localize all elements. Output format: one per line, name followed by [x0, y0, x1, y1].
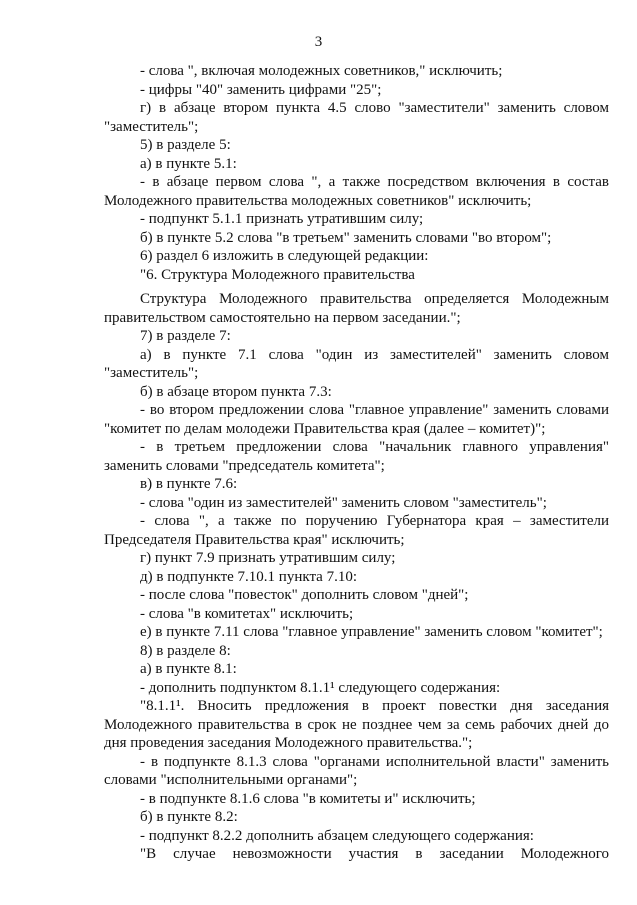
paragraph: - в абзаце первом слова ", а также посредством включения в состав Молодежного правительства молодежных советников" исключить; — [104, 174, 609, 209]
paragraph: а) в пункте 7.1 слова "один из заместителей" заменить словом "заместитель"; — [104, 346, 609, 381]
paragraph: 6) раздел 6 изложить в следующей редакции: — [140, 248, 429, 264]
paragraph: г) пункт 7.9 признать утратившим силу; — [140, 550, 396, 566]
paragraph: - подпункт 8.2.2 дополнить абзацем следующего содержания: — [140, 827, 534, 844]
paragraph: - после слова "повесток" дополнить словом "дней"; — [140, 587, 469, 603]
paragraph: - во втором предложении слова "главное управление" заменить словами "комитет по делам молодежи Правительства края (далее – комитет)"; — [104, 402, 609, 437]
paragraph: - в подпункте 8.1.3 слова "органами исполнительной власти" заменить словами "исполнительными органами"; — [104, 753, 609, 788]
paragraph: "В случае невозможности участия в заседании Молодежного — [140, 846, 609, 862]
paragraph: - слова ", включая молодежных советников," исключить; — [140, 63, 503, 79]
paragraph: Структура Молодежного правительства определяется Молодежным правительством самостоятельно на первом заседании."; — [104, 291, 609, 326]
paragraph: 8) в разделе 8: — [140, 642, 231, 659]
page-number: 3 — [314, 34, 323, 50]
paragraph: "8.1.1¹. Вносить предложения в проект повестки дня заседания Молодежного правительства в срок не позднее чем за семь рабочих дней до дня проведения заседания Молодежного правительства."; — [104, 698, 609, 751]
paragraph: - в подпункте 8.1.6 слова "в комитеты и" исключить; — [140, 790, 476, 807]
paragraph: - слова ", а также по поручению Губернатора края – заместители Председателя Правительства края" исключить; — [104, 513, 609, 548]
paragraph: - дополнить подпунктом 8.1.1¹ следующего содержания: — [140, 679, 501, 696]
paragraph: б) в абзаце втором пункта 7.3: — [140, 383, 332, 400]
paragraph: а) в пункте 8.1: — [140, 661, 237, 677]
document-body — [104, 62, 609, 864]
paragraph: 7) в разделе 7: — [140, 328, 231, 344]
paragraph: - слова "один из заместителей" заменить словом "заместитель"; — [140, 494, 547, 511]
paragraph: д) в подпункте 7.10.1 пункта 7.10: — [140, 568, 358, 585]
paragraph: б) в пункте 8.2: — [140, 809, 238, 825]
paragraph: - слова "в комитетах" исключить; — [140, 605, 354, 622]
paragraph: б) в пункте 5.2 слова "в третьем" заменить словами "во втором"; — [140, 229, 552, 246]
paragraph: - цифры "40" заменить цифрами "25"; — [140, 81, 382, 98]
paragraph: г) в абзаце втором пункта 4.5 слово "заместители" заменить словом "заместитель"; — [104, 100, 609, 135]
paragraph: - подпункт 5.1.1 признать утратившим силу; — [140, 211, 424, 227]
paragraph: в) в пункте 7.6: — [140, 476, 238, 492]
paragraph: 5) в разделе 5: — [140, 137, 231, 153]
paragraph: - в третьем предложении слова "начальник главного управления" заменить словами "председатель комитета"; — [104, 439, 609, 474]
section-heading: "6. Структура Молодежного правительства — [140, 266, 415, 283]
paragraph: а) в пункте 5.1: — [140, 155, 237, 172]
paragraph: е) в пункте 7.11 слова "главное управление" заменить словом "комитет"; — [140, 624, 603, 640]
